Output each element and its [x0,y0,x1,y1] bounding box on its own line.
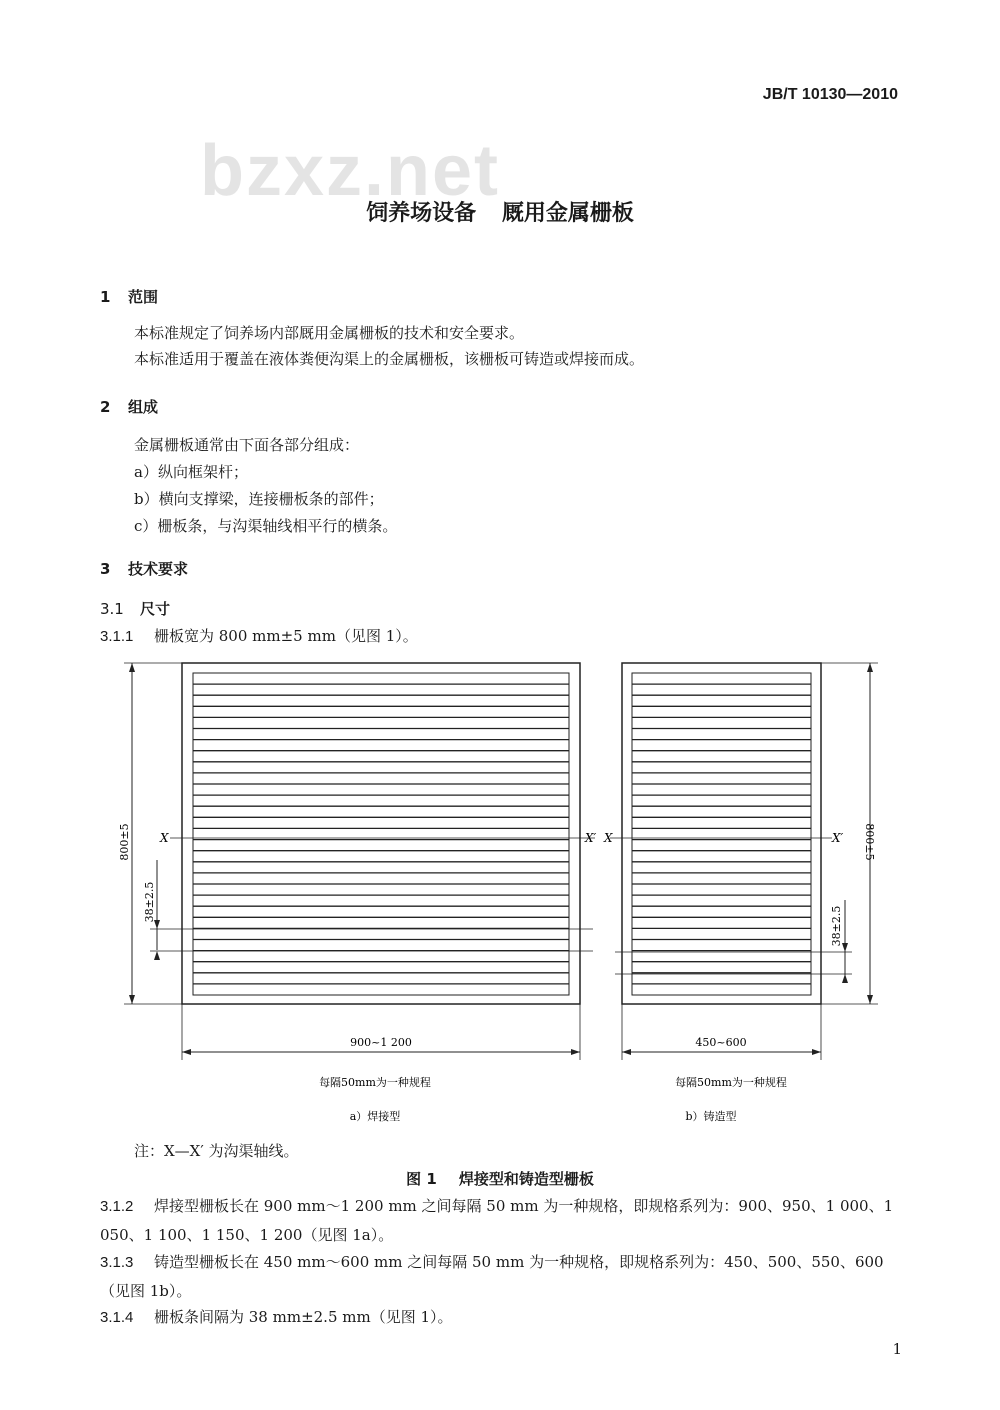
right-axis-x-label: X [604,831,613,845]
arrowhead [842,974,848,983]
clause-number: 3.1.2 [100,1198,134,1215]
clause-number: 3.1.3 [100,1254,134,1271]
section-title: 组成 [128,398,159,416]
subsection-3-1-heading [100,598,170,619]
clause-3-1-3 [100,1248,910,1305]
section-1-body [134,320,644,372]
clause-text: 栅板宽为 800 mm±5 mm（见图 1）。 [154,627,418,645]
page-number: 1 [892,1340,902,1358]
section-number: 1 [100,288,111,306]
list-item: a）纵向框架杆； [134,463,248,481]
arrowhead [129,663,135,672]
list-item: b）横向支撑梁，连接栅板条的部件； [134,490,384,508]
paragraph: 本标准适用于覆盖在液体粪便沟渠上的金属栅板，该栅板可铸造或焊接而成。 [134,350,645,368]
clause-3-1-2 [100,1192,910,1249]
clause-text: 栅板条间隔为 38 mm±2.5 mm（见图 1）。 [154,1308,453,1326]
arrowhead [867,995,873,1004]
section-number: 3 [100,560,111,578]
section-title: 技术要求 [128,560,189,578]
cast-grating-bars [632,684,811,984]
welded-grating-bars [193,684,569,984]
arrowhead [129,995,135,1004]
paragraph: 金属栅板通常由下面各部分组成： [134,436,360,454]
subsection-number: 3.1 [100,600,124,618]
left-spacing-label: 38±2.5 [143,881,156,923]
left-note: 每隔50mm为一种规程 [319,1076,431,1089]
right-width-label: 450~600 [695,1036,747,1049]
left-caption: a）焊接型 [349,1110,401,1123]
standard-code: JB/T 10130—2010 [762,86,898,103]
clause-3-1-1 [100,622,910,651]
section-2-heading [100,396,158,417]
section-title: 范围 [128,288,159,306]
section-1-heading [100,286,158,307]
right-note: 每隔50mm为一种规程 [675,1076,787,1089]
left-height-label: 800±5 [118,823,131,861]
document-title: 饲养场设备 厩用金属栅板 [366,201,634,226]
arrowhead [622,1049,631,1055]
arrowhead [812,1049,821,1055]
clause-text: 铸造型栅板长在 450 mm～600 mm 之间每隔 50 mm 为一种规格，即规格系列为：450、500、550、600（见图 1b）。 [100,1253,884,1300]
left-width-label: 900~1 200 [350,1036,412,1049]
right-caption: b）铸造型 [685,1110,737,1123]
cast-inner-frame [632,673,811,995]
arrowhead [154,951,160,960]
arrowhead [182,1049,191,1055]
clause-3-1-4 [100,1303,910,1332]
figure-number: 图 1 [406,1170,437,1188]
paragraph: 本标准规定了饲养场内部厩用金属栅板的技术和安全要求。 [134,324,525,342]
section-2-body [134,432,397,540]
welded-inner-frame [193,673,569,995]
section-number: 2 [100,398,111,416]
figure-title-text: 焊接型和铸造型栅板 [458,1170,594,1188]
figure-note: 注：X—X′ 为沟渠轴线。 [134,1142,299,1160]
welded-outer-frame [182,663,580,1004]
right-spacing-label: 38±2.5 [830,905,843,947]
cast-outer-frame [622,663,821,1004]
right-height-label: 800±5 [863,823,876,861]
clause-number: 3.1.4 [100,1309,134,1326]
figure-title [0,1168,1000,1189]
figure-1 [0,650,1000,1130]
left-axis-x-label: X [160,831,169,845]
clause-number: 3.1.1 [100,628,134,645]
arrowhead [867,663,873,672]
list-item: c）栅板条，与沟渠轴线相平行的横条。 [134,517,398,535]
watermark: bzxz.net [200,131,501,211]
section-3-heading [100,558,188,579]
right-axis-xprime-label: X′ [832,831,844,845]
subsection-title: 尺寸 [140,600,171,618]
left-axis-xprime-label: X′ [585,831,597,845]
clause-text: 焊接型栅板长在 900 mm～1 200 mm 之间每隔 50 mm 为一种规格，即规格系列为：900、950、1 000、1 050、1 100、1 150、1 200（见图 1a）。 [100,1197,894,1244]
arrowhead [571,1049,580,1055]
